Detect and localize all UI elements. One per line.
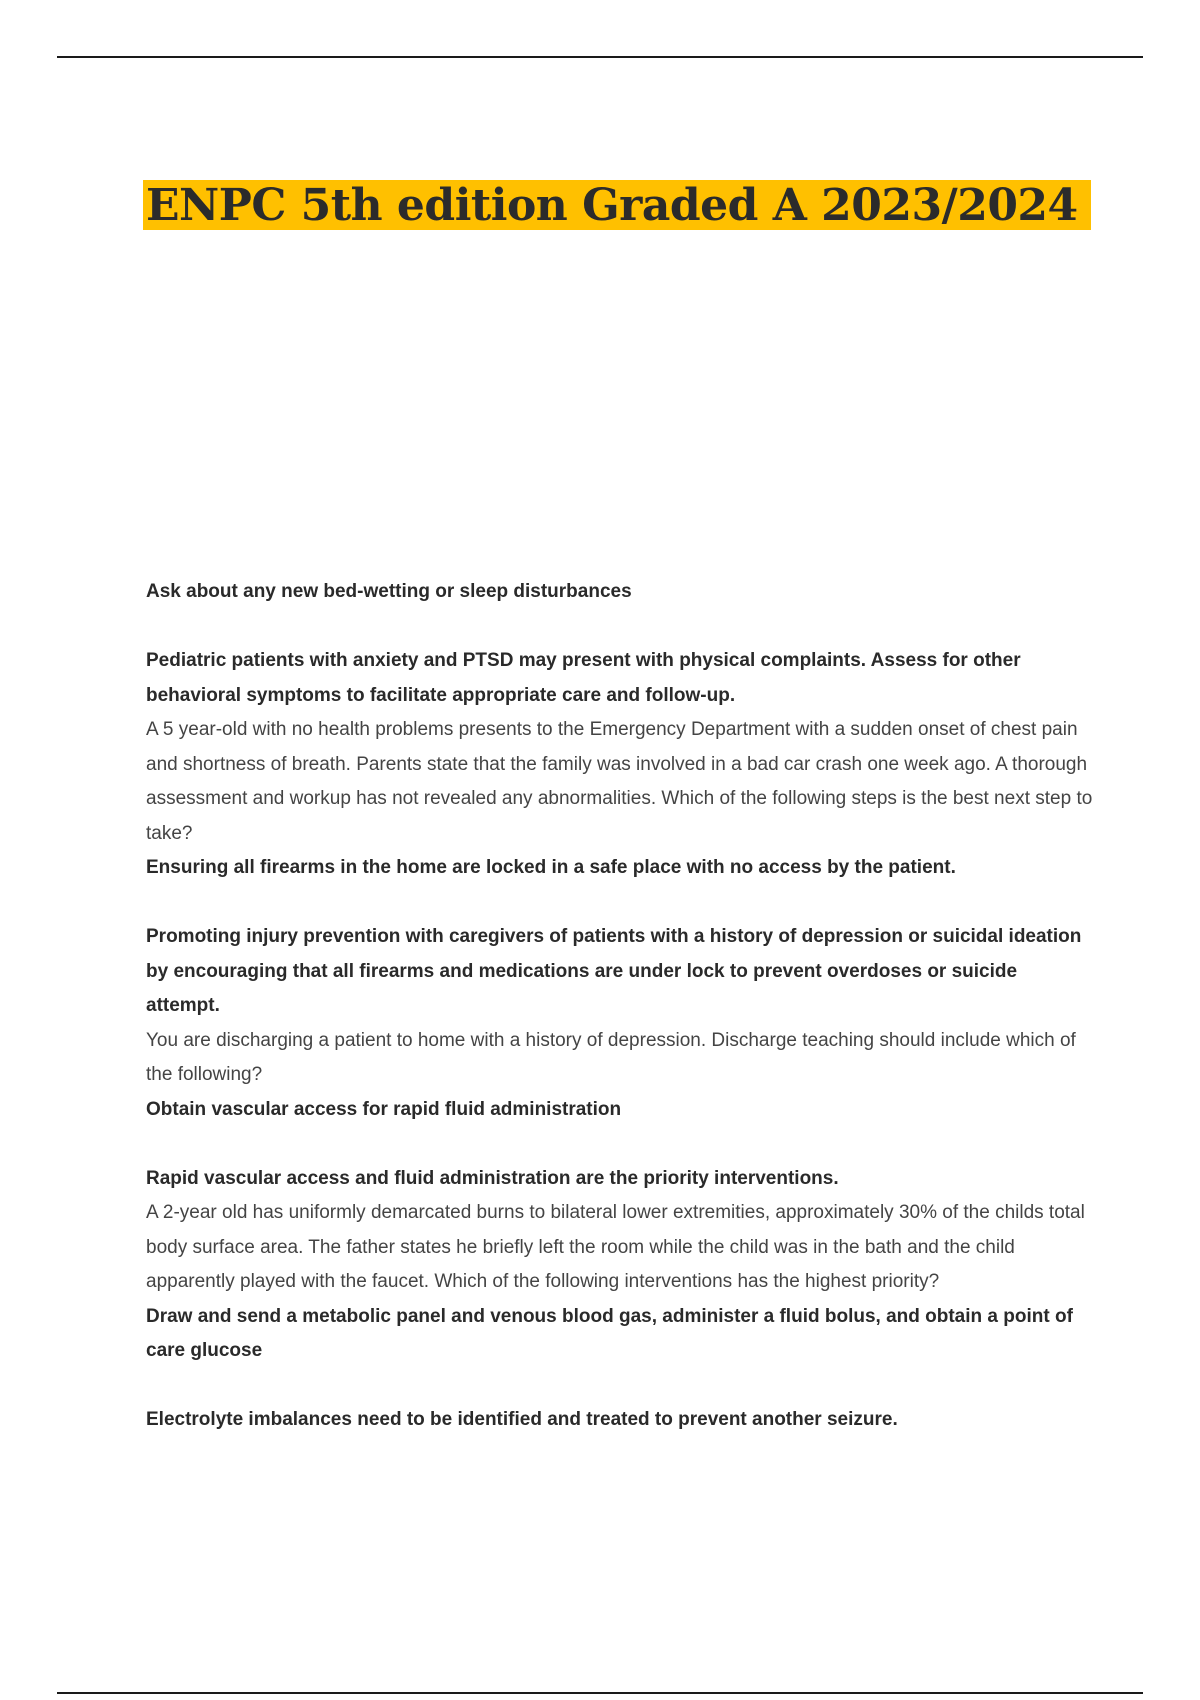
question-text: A 2-year old has uniformly demarcated burns to bilateral lower extremities, approximately 30% of the childs total body surface area. The father states he briefly left the room while the child was in the bath and the child apparently played with the faucet. Which of the following interventions has the highest priority? xyxy=(146,1202,1085,1292)
answer-text: Obtain vascular access for rapid fluid administration xyxy=(146,1098,622,1120)
rationale-text: Pediatric patients with anxiety and PTSD may present with physical complaints. Assess for other behavioral symptoms to facilitate appropriate care and follow-up. xyxy=(146,650,1021,706)
paragraph-gap xyxy=(146,886,1096,921)
answer-text: Ensuring all firearms in the home are locked in a safe place with no access by the patient. xyxy=(146,857,956,878)
rationale-text: Rapid vascular access and fluid administration are the priority interventions. xyxy=(146,1167,839,1189)
paragraph-gap xyxy=(146,1369,1096,1404)
answer-text: Draw and send a metabolic panel and venous blood gas, administer a fluid bolus, and obtain a point of care glucose xyxy=(146,1305,1073,1361)
paragraph-gap xyxy=(146,1127,1096,1162)
rationale-text: Promoting injury prevention with caregivers of patients with a history of depression or suicidal ideation by encouraging that all firearms and medications are under lock to prevent overdoses or suicide attempt. xyxy=(146,926,1082,1016)
document-title: ENPC 5th edition Graded A 2023/2024 xyxy=(146,180,1078,231)
question-text: A 5 year-old with no health problems presents to the Emergency Department with a sudden onset of chest pain and shortness of breath. Parents state that the family was involved in a bad car crash one week ago. A thorough assessment and workup has not revealed any abnormalities. Which of the following steps is the best next step to take? xyxy=(146,719,1093,844)
bottom-horizontal-rule xyxy=(57,1692,1143,1694)
answer-text: Ask about any new bed-wetting or sleep disturbances xyxy=(146,581,632,602)
paragraph-gap xyxy=(146,610,1096,645)
question-text: You are discharging a patient to home with a history of depression. Discharge teaching should include which of the following? xyxy=(146,1029,1076,1085)
top-horizontal-rule xyxy=(57,56,1143,58)
document-body xyxy=(146,575,1096,1438)
rationale-text: Electrolyte imbalances need to be identified and treated to prevent another seizure. xyxy=(146,1409,898,1430)
